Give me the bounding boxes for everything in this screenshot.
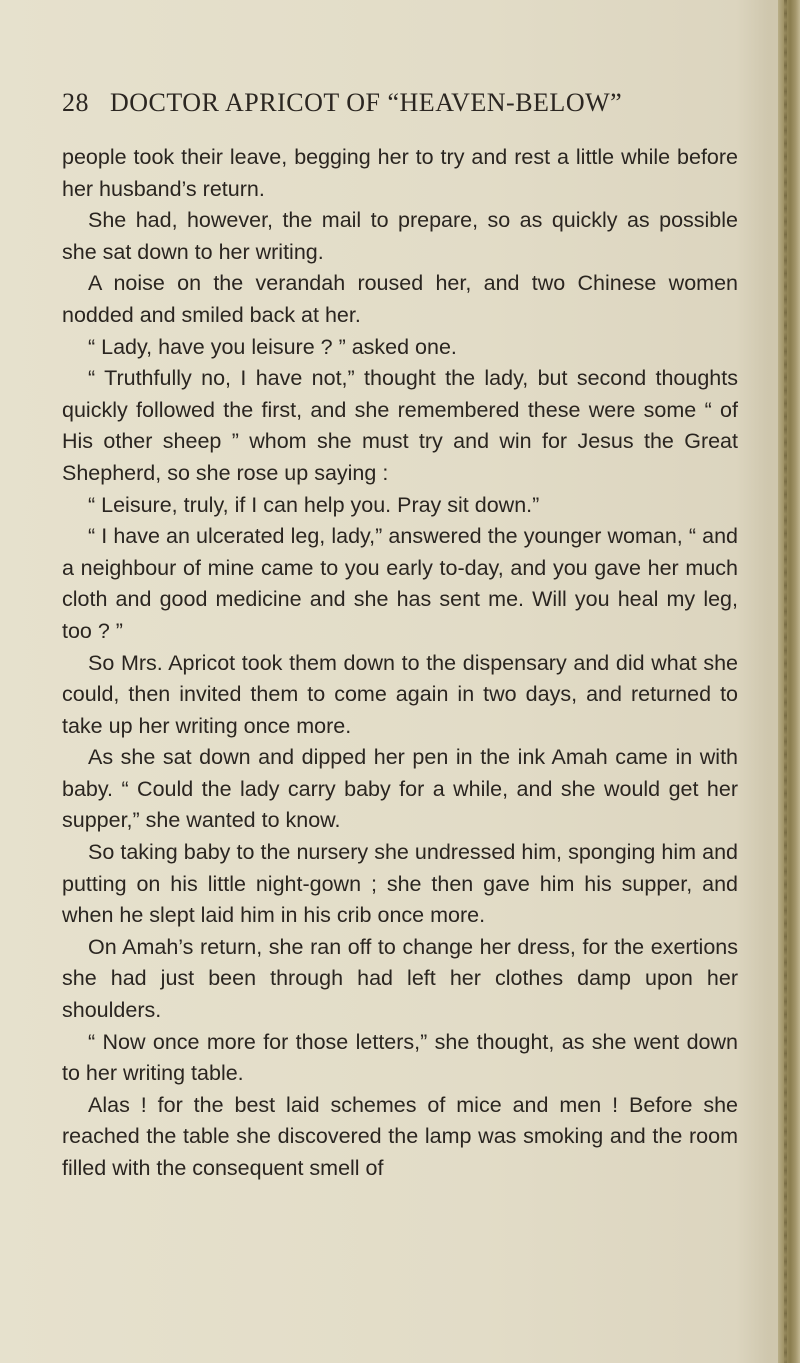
paragraph: “ I have an ulcerated leg, lady,” answered the younger woman, “ and a neighbour of mine came to you early to-day, and you gave her much cloth and good medicine and she has sent me. Will you heal my leg, too ? ” (62, 524, 738, 643)
paragraph: “ Lady, have you leisure ? ” asked one. (88, 334, 457, 359)
page-number: 28 (62, 88, 89, 117)
running-title: DOCTOR APRICOT OF “HEAVEN-BELOW” (110, 88, 623, 117)
paragraph: As she sat down and dipped her pen in the ink Amah came in with baby. “ Could the lady carry baby for a while, and she would get her supper,” she wanted to know. (62, 745, 738, 833)
paragraph: “ Truthfully no, I have not,” thought the lady, but second thoughts quickly followed the first, and she remembered these were some “ of His other sheep ” whom she must try and win for Jesus the Great Shepherd, so she rose up saying : (62, 366, 738, 485)
paragraph: “ Leisure, truly, if I can help you. Pray sit down.” (88, 492, 540, 517)
paragraph: Alas ! for the best laid schemes of mice and men ! Before she reached the table she discovered the lamp was smoking and the room filled with the consequent smell of (62, 1092, 738, 1180)
paragraph: On Amah’s return, she ran off to change her dress, for the exertions she had just been through had left her clothes damp upon her shoulders. (62, 934, 738, 1023)
paragraph: So taking baby to the nursery she undressed him, sponging him and putting on his little night-gown ; she then gave him his supper, and when he slept laid him in his crib once more. (62, 840, 738, 928)
page-edge (778, 0, 800, 1363)
paragraph: A noise on the verandah roused her, and two Chinese women nodded and smiled back at her. (62, 271, 738, 327)
page-header (62, 88, 742, 128)
body-text (62, 142, 738, 1185)
paragraph: people took their leave, begging her to try and rest a little while before her husband’s return. (62, 145, 738, 201)
paragraph: So Mrs. Apricot took them down to the dispensary and did what she could, then invited them to come again in two days, and returned to take up her writing once more. (62, 650, 738, 738)
paragraph: She had, however, the mail to prepare, so as quickly as possible she sat down to her writing. (62, 208, 738, 264)
paragraph: “ Now once more for those letters,” she thought, as she went down to her writing table. (62, 1029, 738, 1086)
